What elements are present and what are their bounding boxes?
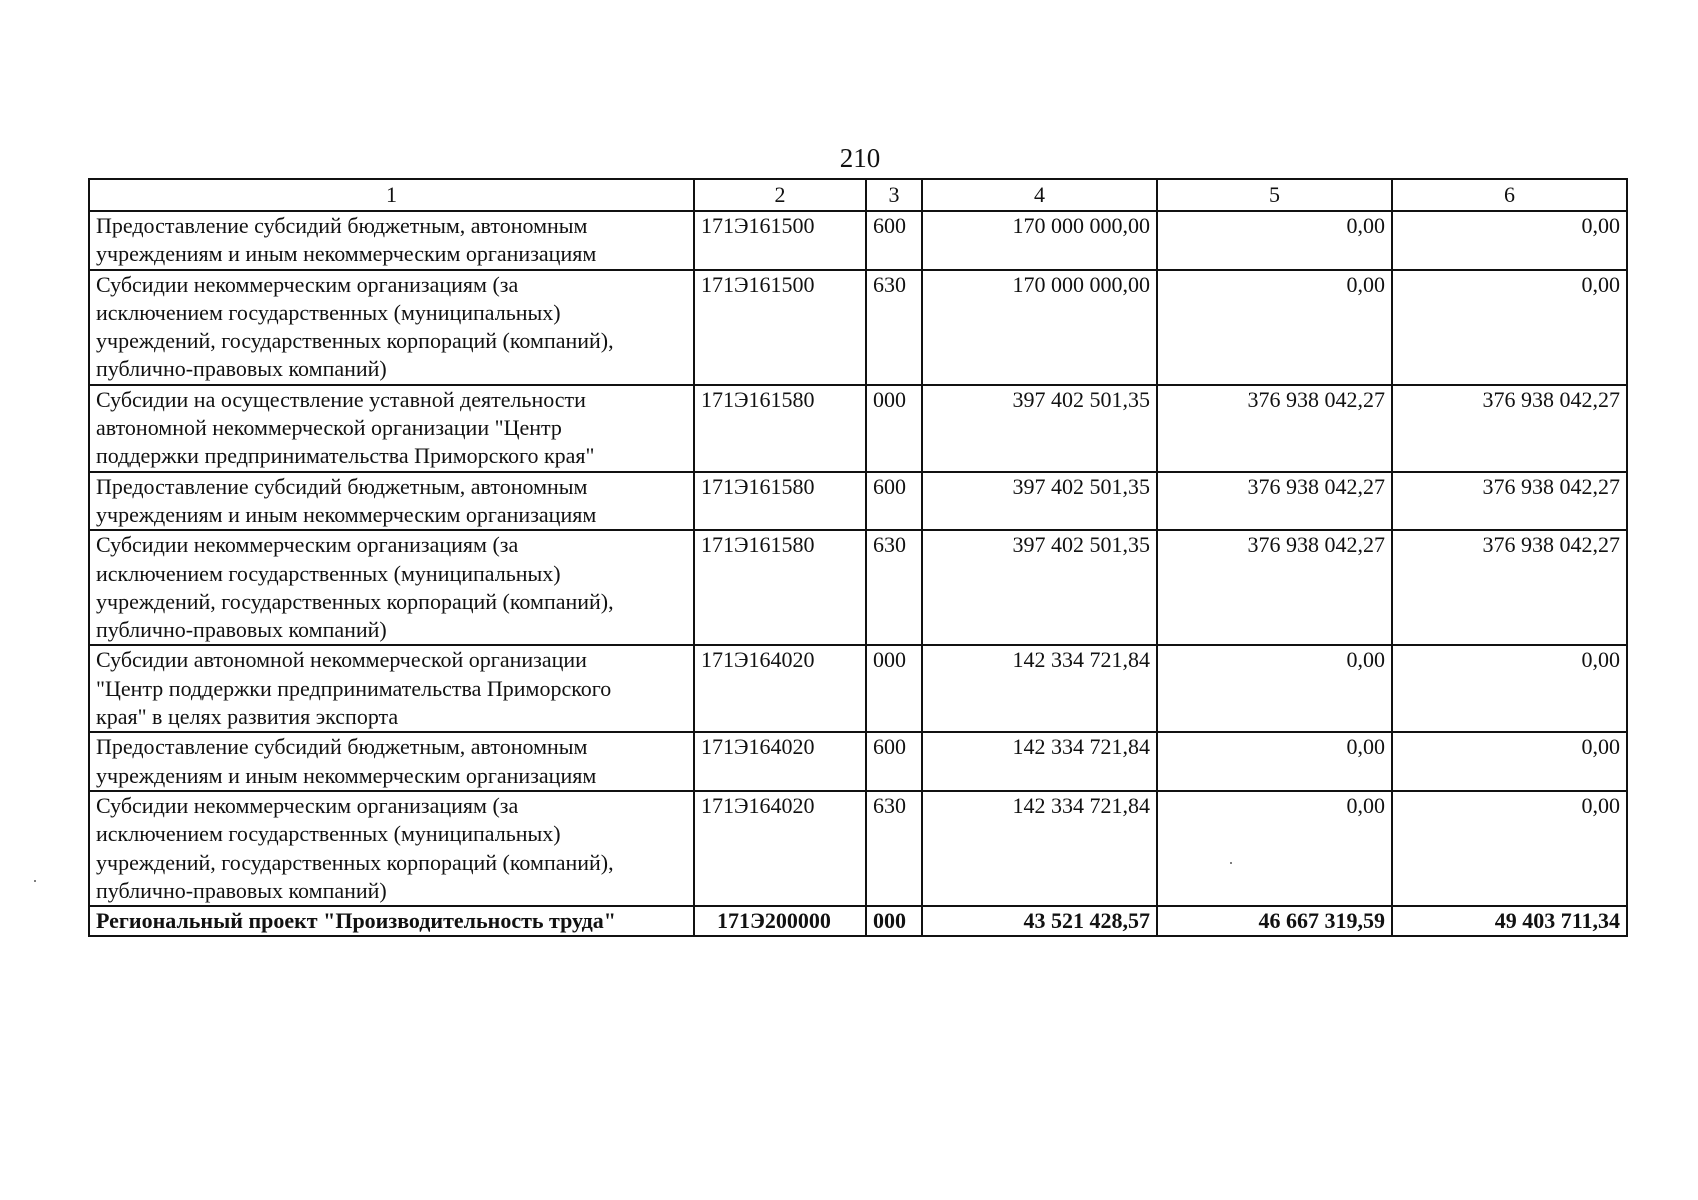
row-name-line: Предоставление субсидий бюджетным, автономным bbox=[96, 213, 588, 238]
row-value-5: 0,00 bbox=[1157, 211, 1392, 270]
row-name bbox=[89, 472, 694, 531]
row-name-line: Предоставление субсидий бюджетным, автономным bbox=[96, 734, 588, 760]
table-row bbox=[89, 732, 1627, 791]
row-name-line: публично-правовых компаний) bbox=[96, 877, 387, 903]
row-name-line: учреждений, государственных корпораций (компаний), bbox=[96, 849, 614, 875]
row-name bbox=[89, 530, 694, 645]
table-row bbox=[89, 530, 1627, 645]
row-vr: 630 bbox=[866, 270, 922, 385]
table-row bbox=[89, 791, 1627, 906]
total-vr: 000 bbox=[866, 906, 922, 936]
row-vr: 600 bbox=[866, 211, 922, 270]
row-value-6: 0,00 bbox=[1392, 270, 1627, 385]
row-code: 171Э161580 bbox=[694, 472, 866, 531]
row-value-5: 0,00 bbox=[1157, 791, 1392, 906]
row-value-5: 376 938 042,27 bbox=[1157, 530, 1392, 645]
total-value-4: 43 521 428,57 bbox=[922, 906, 1157, 936]
row-code: 171Э161580 bbox=[694, 530, 866, 645]
row-name-line: публично-правовых компаний) bbox=[96, 356, 387, 382]
row-code: 171Э161580 bbox=[694, 385, 866, 472]
header-col-2: 2 bbox=[694, 179, 866, 211]
row-name-line: учреждениям и иным некоммерческим организациям bbox=[96, 241, 597, 267]
row-vr: 600 bbox=[866, 472, 922, 531]
row-value-4: 397 402 501,35 bbox=[922, 472, 1157, 531]
row-value-4: 142 334 721,84 bbox=[922, 791, 1157, 906]
row-name bbox=[89, 645, 694, 732]
row-name-line: исключением государственных (муниципальных) bbox=[96, 821, 561, 847]
row-name-line: Субсидии некоммерческим организациям (за bbox=[96, 271, 519, 297]
total-name: Региональный проект "Производительность труда" bbox=[89, 906, 694, 936]
header-col-4: 4 bbox=[922, 179, 1157, 211]
row-value-6: 376 938 042,27 bbox=[1392, 385, 1627, 472]
table-body bbox=[89, 211, 1627, 936]
header-col-3: 3 bbox=[866, 179, 922, 211]
row-vr: 630 bbox=[866, 530, 922, 645]
row-name-line: Субсидии на осуществление уставной деятельности bbox=[96, 386, 586, 412]
row-value-6: 0,00 bbox=[1392, 732, 1627, 791]
row-name-line: Предоставление субсидий бюджетным, автономным bbox=[96, 473, 588, 499]
row-code: 171Э164020 bbox=[694, 791, 866, 906]
table-row bbox=[89, 270, 1627, 385]
row-value-6: 0,00 bbox=[1392, 645, 1627, 732]
row-name bbox=[89, 385, 694, 472]
row-name-line: учреждениям и иным некоммерческим организациям bbox=[96, 501, 597, 527]
total-value-6: 49 403 711,34 bbox=[1392, 906, 1627, 936]
row-value-4: 170 000 000,00 bbox=[922, 211, 1157, 270]
row-name bbox=[89, 732, 694, 791]
row-name-line: учреждений, государственных корпораций (компаний), bbox=[96, 328, 614, 354]
row-name bbox=[89, 791, 694, 906]
row-name-line: исключением государственных (муниципальных) bbox=[96, 299, 561, 325]
row-vr: 600 bbox=[866, 732, 922, 791]
row-name-line: Субсидии автономной некоммерческой организации bbox=[96, 647, 587, 673]
row-code: 171Э161500 bbox=[694, 270, 866, 385]
scan-speck bbox=[34, 880, 36, 882]
row-value-5: 0,00 bbox=[1157, 270, 1392, 385]
row-value-6: 376 938 042,27 bbox=[1392, 472, 1627, 531]
row-name-line: Субсидии некоммерческим организациям (за bbox=[96, 792, 519, 818]
row-value-4: 397 402 501,35 bbox=[922, 385, 1157, 472]
page-number: 210 bbox=[839, 143, 881, 173]
row-name-line: края" в целях развития экспорта bbox=[96, 704, 399, 730]
total-row bbox=[89, 906, 1627, 936]
total-code: 171Э200000 bbox=[694, 906, 866, 936]
row-value-5: 376 938 042,27 bbox=[1157, 385, 1392, 472]
scan-speck bbox=[1230, 862, 1232, 864]
table-row bbox=[89, 211, 1627, 270]
row-value-6: 0,00 bbox=[1392, 791, 1627, 906]
header-col-1: 1 bbox=[89, 179, 694, 211]
row-name-line: учреждений, государственных корпораций (компаний), bbox=[96, 588, 614, 614]
row-value-4: 397 402 501,35 bbox=[922, 530, 1157, 645]
row-name-line: поддержки предпринимательства Приморского края" bbox=[96, 443, 595, 469]
row-vr: 630 bbox=[866, 791, 922, 906]
table-row bbox=[89, 645, 1627, 732]
budget-table bbox=[88, 178, 1628, 937]
row-name-line: публично-правовых компаний) bbox=[96, 617, 387, 643]
row-vr: 000 bbox=[866, 385, 922, 472]
row-value-6: 0,00 bbox=[1392, 211, 1627, 270]
table-row bbox=[89, 472, 1627, 531]
row-vr: 000 bbox=[866, 645, 922, 732]
row-name-line: учреждениям и иным некоммерческим организациям bbox=[96, 762, 597, 788]
row-value-5: 0,00 bbox=[1157, 645, 1392, 732]
row-code: 171Э164020 bbox=[694, 645, 866, 732]
row-value-4: 142 334 721,84 bbox=[922, 732, 1157, 791]
row-code: 171Э164020 bbox=[694, 732, 866, 791]
total-value-5: 46 667 319,59 bbox=[1157, 906, 1392, 936]
row-value-4: 142 334 721,84 bbox=[922, 645, 1157, 732]
row-value-6: 376 938 042,27 bbox=[1392, 530, 1627, 645]
row-name-line: исключением государственных (муниципальных) bbox=[96, 560, 561, 586]
row-name-line: Субсидии некоммерческим организациям (за bbox=[96, 532, 519, 558]
row-value-5: 0,00 bbox=[1157, 732, 1392, 791]
row-name bbox=[89, 211, 694, 270]
header-row bbox=[89, 179, 1627, 211]
header-col-5: 5 bbox=[1157, 179, 1392, 211]
row-name-line: "Центр поддержки предпринимательства Приморского bbox=[96, 675, 612, 701]
table-row bbox=[89, 385, 1627, 472]
header-col-6: 6 bbox=[1392, 179, 1627, 211]
row-value-5: 376 938 042,27 bbox=[1157, 472, 1392, 531]
row-value-4: 170 000 000,00 bbox=[922, 270, 1157, 385]
row-code: 171Э161500 bbox=[694, 211, 866, 270]
row-name-line: автономной некоммерческой организации "Центр bbox=[96, 415, 562, 441]
row-name bbox=[89, 270, 694, 385]
